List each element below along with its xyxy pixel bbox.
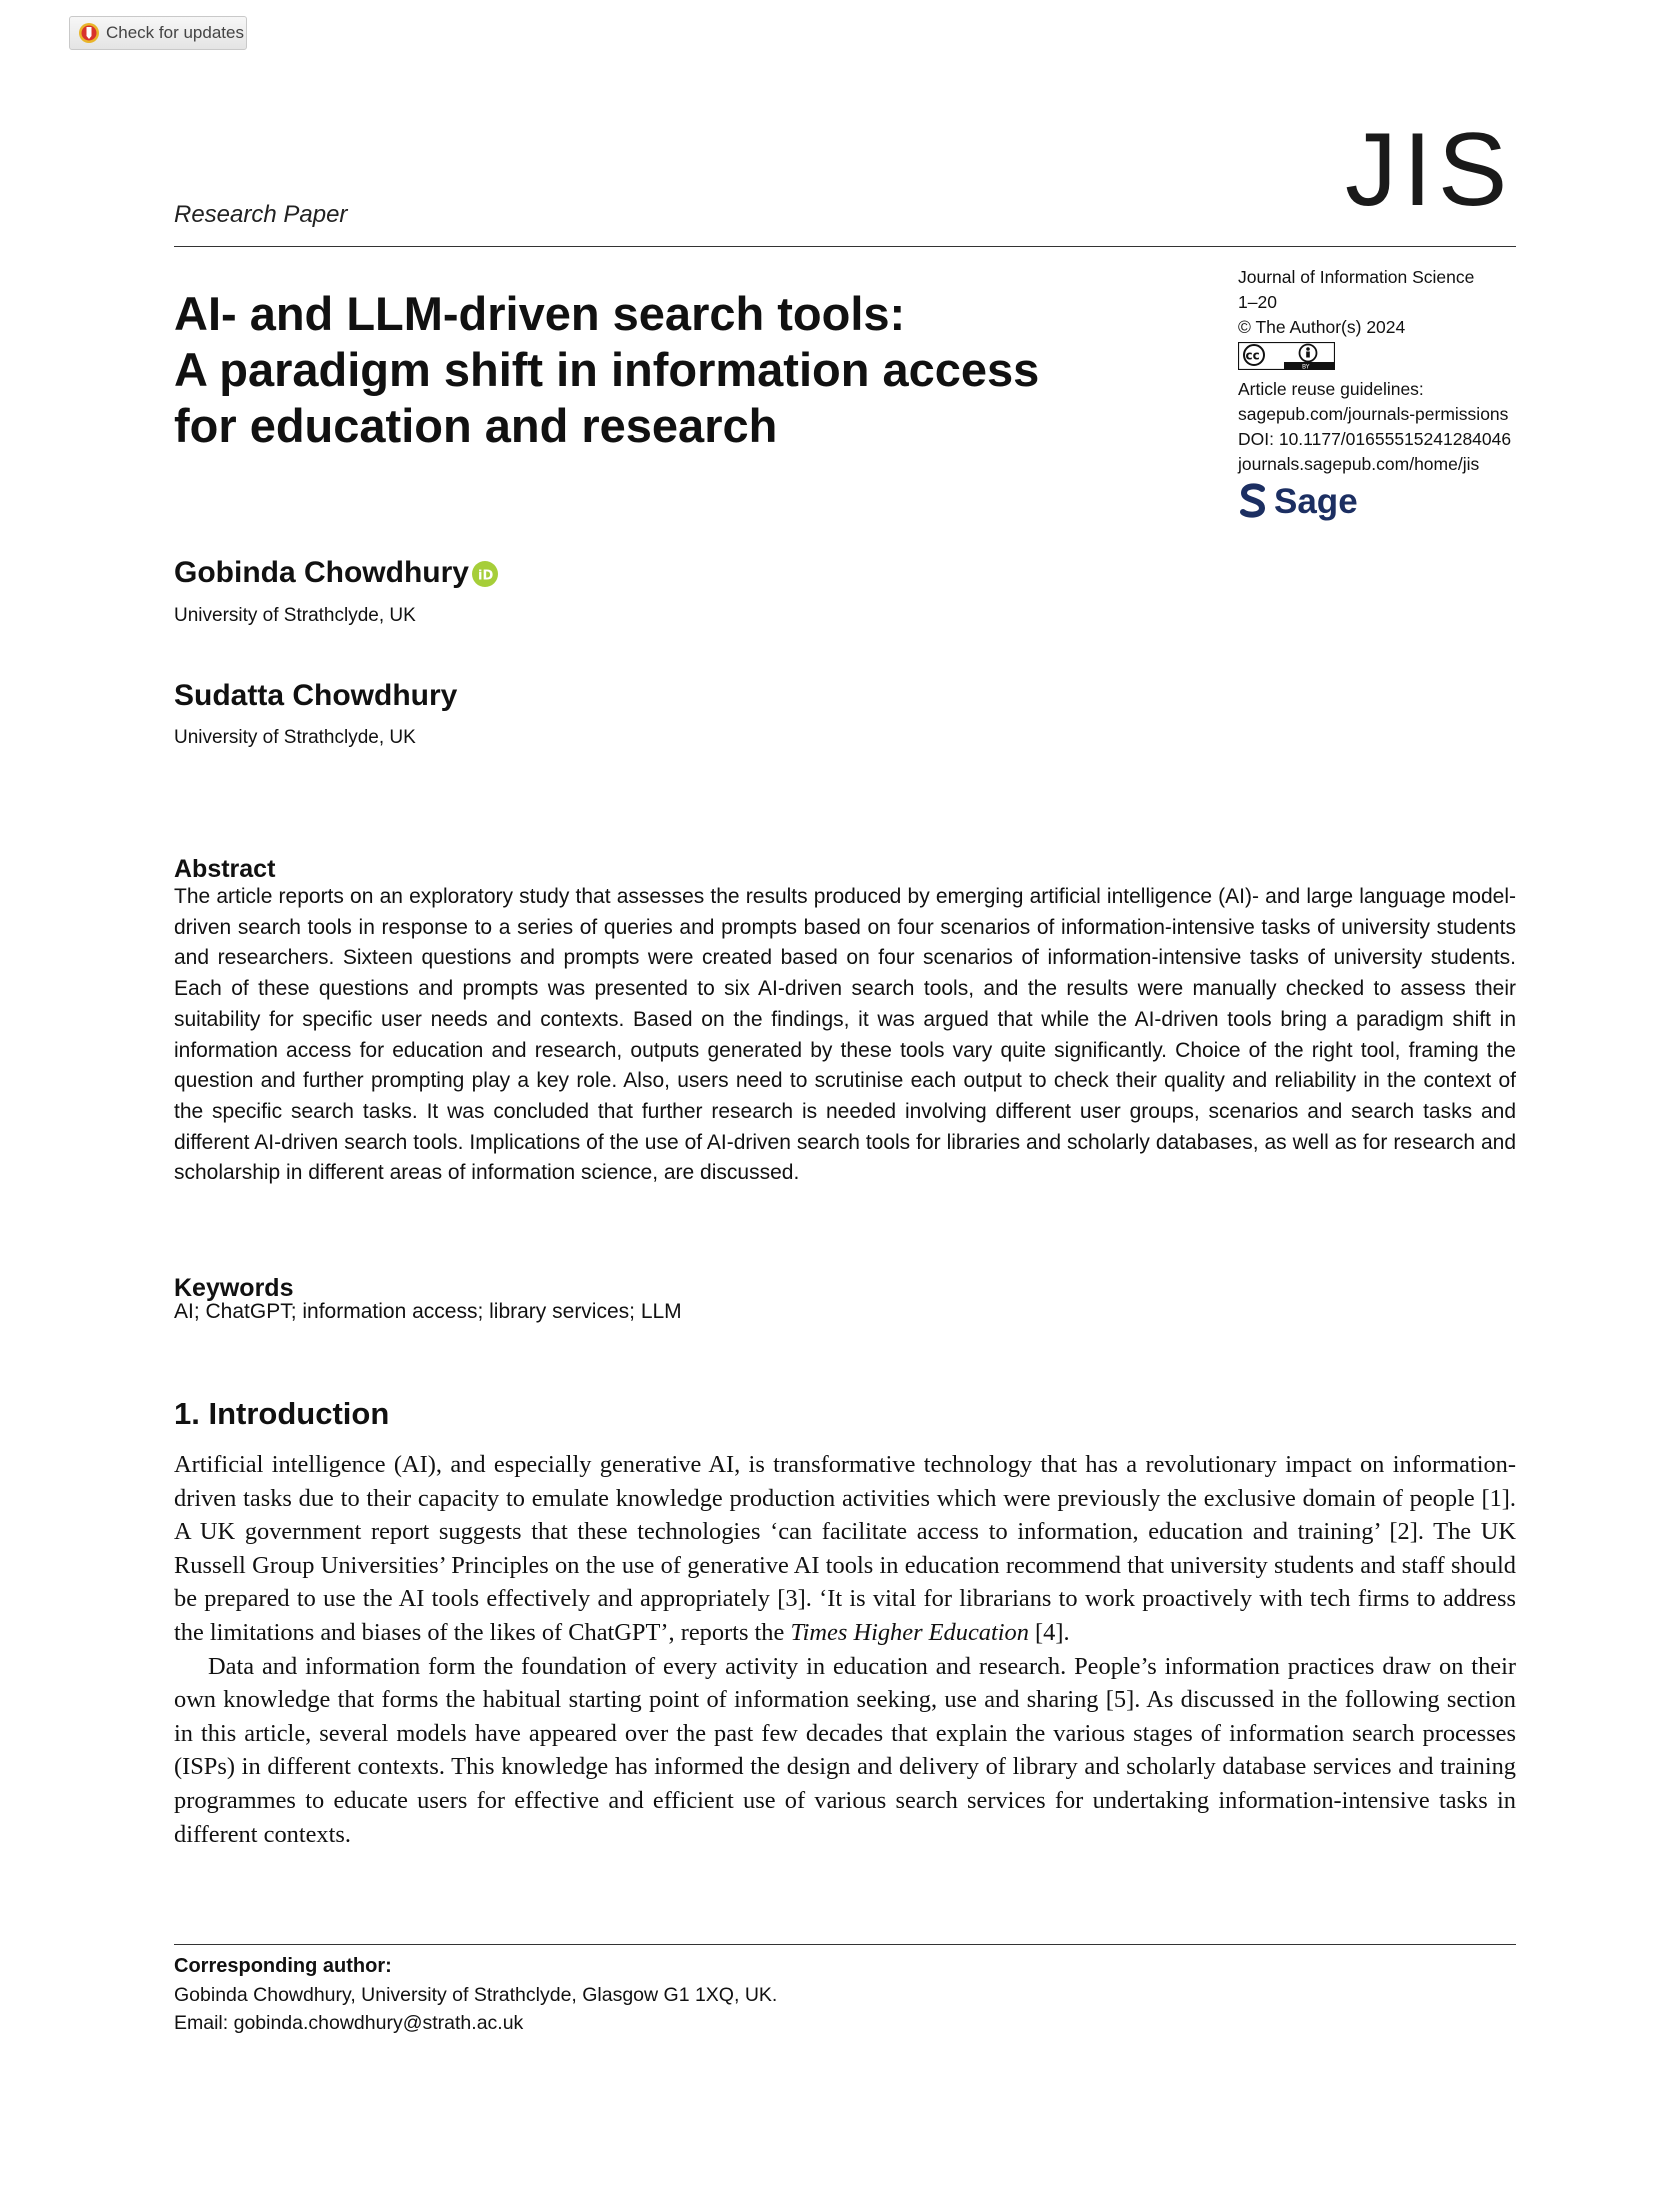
section-heading: 1. Introduction (174, 1396, 390, 1431)
paragraph: Data and information form the foundation of every activity in education and research. People’s information practices draw on their own knowledge that forms the habitual starting point of information seeking, use and sharing [5]. As discussed in the following section in this article, several models have appeared over the past few decades that explain the various stages of information search processes (ISPs) in different contexts. This knowledge has informed the design and delivery of library and scholarly database services and training programmes to educate users for effective and efficient use of various search services for undertaking information-intensive tasks in different contexts. (174, 1652, 1516, 1848)
author-name (174, 556, 499, 590)
title-line: AI- and LLM-driven search tools: (174, 287, 906, 340)
header-divider (174, 246, 1516, 247)
reuse-guidelines-link[interactable]: sagepub.com/journals-permissions (1238, 404, 1509, 424)
svg-text:cc: cc (1245, 348, 1260, 363)
page-range: 1–20 (1238, 292, 1277, 312)
corresponding-author-email[interactable]: Email: gobinda.chowdhury@strath.ac.uk (174, 2012, 524, 2034)
svg-text:BY: BY (1302, 363, 1310, 370)
author-name: Sudatta Chowdhury (174, 679, 458, 712)
author-affiliation: University of Strathclyde, UK (174, 727, 416, 748)
journal-name: Journal of Information Science (1238, 267, 1475, 287)
paragraph (174, 1448, 1516, 1650)
keywords-heading: Keywords (174, 1274, 294, 1302)
article-title (174, 286, 1134, 454)
sage-s-icon (1238, 483, 1268, 519)
reuse-guidelines-label: Article reuse guidelines: (1238, 379, 1424, 399)
check-for-updates-label: Check for updates (106, 23, 244, 42)
abstract-heading: Abstract (174, 855, 276, 883)
paper-type-label: Research Paper (174, 201, 348, 228)
author-name-text: Gobinda Chowdhury (174, 556, 469, 589)
check-updates-icon (78, 22, 100, 44)
publication-name: Times Higher Education (790, 1618, 1029, 1646)
author-affiliation: University of Strathclyde, UK (174, 605, 416, 626)
footer-divider (174, 1944, 1516, 1945)
keywords-list: AI; ChatGPT; information access; library services; LLM (174, 1300, 682, 1323)
journal-homepage-link[interactable]: journals.sagepub.com/home/jis (1238, 454, 1480, 474)
publisher-name: Sage (1274, 481, 1358, 521)
check-for-updates-button[interactable] (69, 16, 247, 50)
doi[interactable]: DOI: 10.1177/01655515241284046 (1238, 429, 1512, 449)
title-line: A paradigm shift in information access (174, 343, 1040, 396)
corresponding-author-heading: Corresponding author: (174, 1955, 392, 1977)
copyright-notice: © The Author(s) 2024 (1238, 317, 1406, 337)
sage-logo (1238, 483, 1528, 519)
paragraph-text: Artificial intelligence (AI), and especially generative AI, is transformative technology that has a revolutionary impact on information-driven tasks due to their capacity to emulate knowledge production activities which were previously the exclusive domain of people [1]. A UK government report suggests that these technologies ‘can facilitate access to information, education and training’ [2]. The UK Russell Group Universities’ Principles on the use of generative AI tools in education recommend that university students and staff should be prepared to use the AI tools effectively and appropriately [3]. ‘It is vital for librarians to work proactively with tech firms to address the limitations and biases of the likes of ChatGPT’, reports the (174, 1451, 1516, 1646)
journal-logo: JIS (1345, 112, 1514, 228)
orcid-icon[interactable] (471, 560, 499, 588)
title-line: for education and research (174, 399, 778, 452)
cc-by-icon[interactable] (1238, 342, 1335, 370)
paragraph-text: [4]. (1028, 1618, 1070, 1646)
svg-text:iD: iD (477, 568, 494, 584)
introduction-body (174, 1448, 1516, 1851)
corresponding-author-address: Gobinda Chowdhury, University of Strathclyde, Glasgow G1 1XQ, UK. (174, 1984, 778, 2006)
article-meta (1238, 265, 1528, 519)
abstract-text: The article reports on an exploratory study that assesses the results produced by emerging artificial intelligence (AI)- and large language model-driven search tools in response to a series of queries and prompts based on four scenarios of information-intensive tasks of university students and researchers. Sixteen questions and prompts were created based on four scenarios of information-intensive tasks of university students. Each of these questions and prompts was presented to six AI-driven search tools, and the results were manually checked to assess their suitability for specific user needs and contexts. Based on the findings, it was argued that while the AI-driven tools bring a paradigm shift in information access for education and research, outputs generated by these tools vary quite significantly. Choice of the right tool, framing the question and further prompting play a key role. Also, users need to scrutinise each output to check their quality and reliability in the context of the specific search tasks. It was concluded that further research is needed involving different user groups, scenarios and search tasks and different AI-driven search tools. Implications of the use of AI-driven search tools for libraries and scholarly databases, as well as for research and scholarship in different areas of information science, are discussed. (174, 885, 1516, 1185)
